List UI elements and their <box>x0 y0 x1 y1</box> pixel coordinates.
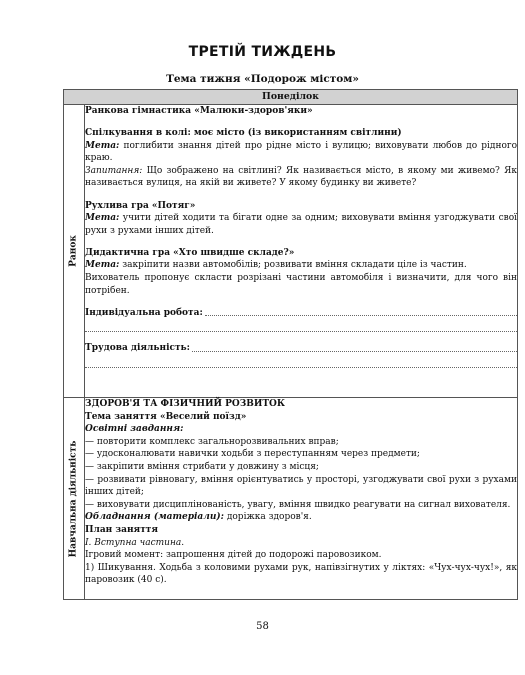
plan-title: План заняття <box>85 524 159 535</box>
task-item: — повторити комплекс загальнорозвивальних вправ; <box>85 436 339 447</box>
task-item: — виховувати дисциплінованість, увагу, вміння швидко реагувати на сигнал вихователя. <box>85 499 511 510</box>
individual-work-extra-line <box>85 319 517 332</box>
didactic-text: Вихователь пропонує скласти розрізані частини автомобіля і визначити, для чого він потрібен. <box>85 273 517 296</box>
equipment: Обладнання (матеріали): доріжка здоров'я. <box>85 512 312 523</box>
didactic-goal: Мета: закріпити назви автомобілів; розвивати вміння складати ціле із частин. <box>85 260 467 271</box>
morning-content <box>85 105 518 398</box>
talk-title: Спілкування в колі: моє місто (із використанням світлини) <box>85 128 402 139</box>
talk-questions: Запитання: Що зображено на світлині? Як називається місто, в якому ми живемо? Як називається вулиця, на якій ви живете? У якому будинку ви живете? <box>85 165 517 189</box>
part-one: I. Вступна частина. <box>85 537 185 548</box>
didactic-title: Дидактична гра «Хто швидше складе?» <box>85 247 295 258</box>
learning-side-cell <box>64 398 85 600</box>
individual-work-line: Індивідуальна робота: <box>85 307 517 320</box>
lesson-theme: Тема заняття «Веселий поїзд» <box>85 411 247 422</box>
task-item: — розвивати рівновагу, вміння орієнтуватись у просторі, узгоджувати свої рухи з рухами інших дітей; <box>85 474 517 498</box>
gymnastics-title: Ранкова гімнастика «Малюки-здоров'яки» <box>85 106 313 116</box>
week-title: ТРЕТІЙ ТИЖДЕНЬ <box>188 44 337 60</box>
tasks-label: Освітні завдання: <box>85 424 184 435</box>
section-title: ЗДОРОВ'Я ТА ФІЗИЧНИЙ РОЗВИТОК <box>85 399 286 409</box>
week-theme: Тема тижня «Подорож містом» <box>166 73 359 85</box>
learning-side-label: Навчальна діяльність <box>68 440 79 557</box>
day-plan-table <box>63 89 518 600</box>
task-item: — закріпити вміння стрибати у довжину з місця; <box>85 461 319 472</box>
talk-goal: Мета: поглибити знання дітей про рідне місто і вулицю; виховувати любов до рідного краю. <box>85 140 517 164</box>
game-goal: Мета: учити дітей ходити та бігати одне за одним; виховувати вміння узгоджувати свої рухи з рухами інших дітей. <box>85 213 517 236</box>
step-one: 1) Шикування. Ходьба з коловими рухами рук, напівзігнутих у ліктях: «Чух-чух-чух!», як паровозик (40 с). <box>85 562 517 586</box>
learning-content <box>85 398 518 600</box>
day-header: Понеділок <box>64 90 518 105</box>
task-item: — удосконалювати навички ходьби з переступанням через предмети; <box>85 449 420 460</box>
morning-side-label: Ранок <box>68 235 79 267</box>
page-number: 58 <box>256 621 269 632</box>
game-title: Рухлива гра «Потяг» <box>85 200 196 211</box>
game-moment: Ігровий момент: запрошення дітей до подорожі паровозиком. <box>85 550 382 561</box>
labor-line: Трудова діяльність: <box>85 342 517 355</box>
labor-extra-line <box>85 355 517 368</box>
morning-side-cell <box>64 105 85 398</box>
